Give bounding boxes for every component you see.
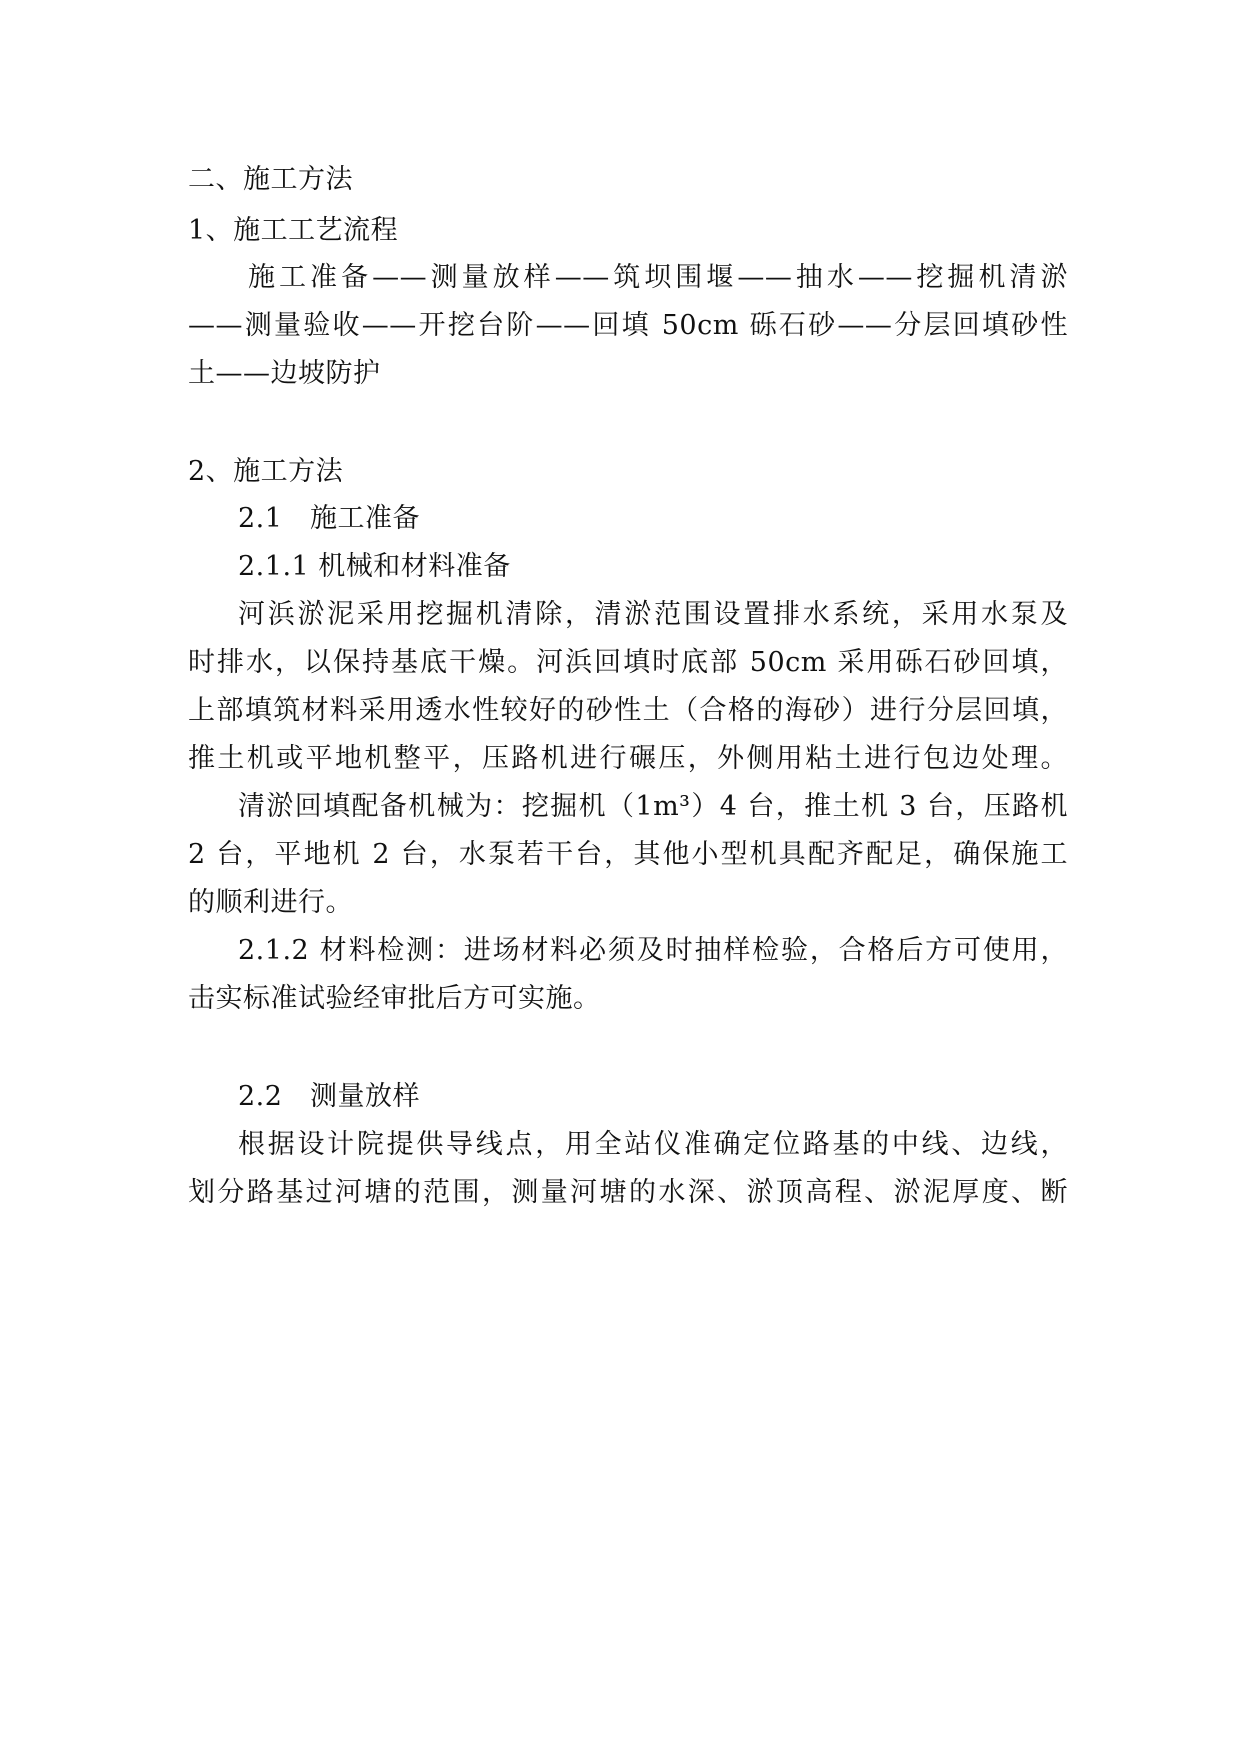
paragraph-line: 的顺利进行。: [188, 887, 353, 918]
section-heading: 二、施工方法: [188, 164, 353, 195]
paragraph-line: 划分路基过河塘的范围，测量河塘的水深、淤顶高程、淤泥厚度、断: [188, 1177, 1068, 1208]
process-flow-line: 施工准备——测量放样——筑坝围堰——抽水——挖掘机清淤: [248, 262, 1068, 293]
paragraph-line: 根据设计院提供导线点，用全站仪准确定位路基的中线、边线，: [238, 1129, 1068, 1160]
paragraph-line: 推土机或平地机整平，压路机进行碾压，外侧用粘土进行包边处理。: [188, 743, 1068, 774]
paragraph-line: 2 台，平地机 2 台，水泵若干台，其他小型机具配齐配足，确保施工: [188, 839, 1068, 870]
subsection-2-heading: 2、施工方法: [188, 456, 344, 487]
item-2-1-heading: 2.1 施工准备: [238, 503, 420, 534]
paragraph-line: 上部填筑材料采用透水性较好的砂性土（合格的海砂）进行分层回填，: [188, 695, 1068, 726]
paragraph-line: 时排水，以保持基底干燥。河浜回填时底部 50cm 采用砾石砂回填，: [188, 647, 1068, 678]
paragraph-line: 清淤回填配备机械为：挖掘机（1m³）4 台，推土机 3 台，压路机: [238, 791, 1068, 822]
subsection-1-heading: 1、施工工艺流程: [188, 215, 399, 246]
paragraph-line: 2.1.2 材料检测：进场材料必须及时抽样检验，合格后方可使用，: [238, 935, 1068, 966]
item-2-2-heading: 2.2 测量放样: [238, 1081, 420, 1112]
paragraph-line: 击实标准试验经审批后方可实施。: [188, 983, 601, 1014]
paragraph-line: 河浜淤泥采用挖掘机清除，清淤范围设置排水系统，采用水泵及: [238, 599, 1068, 630]
process-flow-line: 土——边坡防护: [188, 358, 381, 389]
item-2-1-1-heading: 2.1.1 机械和材料准备: [238, 551, 511, 582]
process-flow-line: ——测量验收——开挖台阶——回填 50cm 砾石砂——分层回填砂性: [188, 310, 1068, 341]
